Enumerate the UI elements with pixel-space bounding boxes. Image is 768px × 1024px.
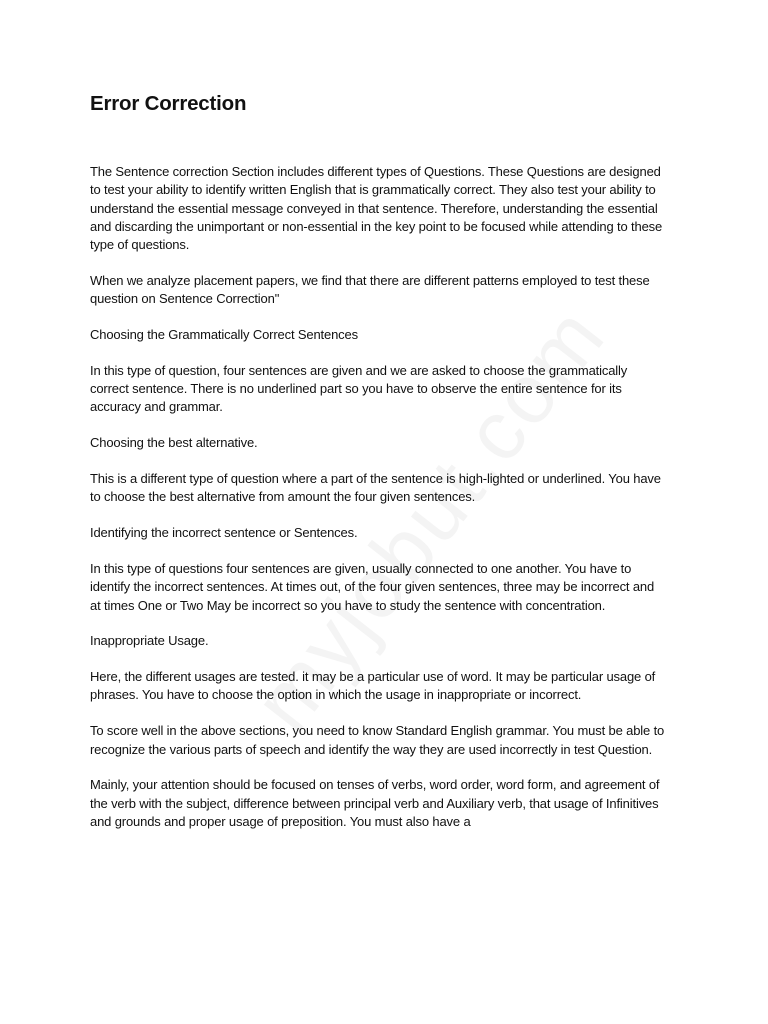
paragraph-attention-focus: Mainly, your attention should be focused on tenses of verbs, word order, word form, and agreement of the verb with the subject, difference between principal verb and Auxiliary verb, that usage of Infinitives and grounds and proper usage of preposition. You must also have a [90,777,660,829]
paragraph-best-alternative: This is a different type of question where a part of the sentence is high-lighted or underlined. You have to choose the best alternative from amount the four given sentences. [90,471,661,505]
section-heading-best-alternative: Choosing the best alternative. [90,435,258,451]
section-heading-grammatically-correct: Choosing the Grammatically Correct Sentences [90,327,358,343]
paragraph-intro: The Sentence correction Section includes different types of Questions. These Questions are designed to test your ability to identify written English that is grammatically correct. They also test your ability to understand the essential message conveyed in that sentence. Therefore, understanding the essential and discarding the unimportant or non-essential in the key point to be focused while attending to these type of questions. [90,164,663,253]
section-heading-inappropriate-usage: Inappropriate Usage. [90,633,209,649]
paragraph-grammatically-correct: In this type of question, four sentences are given and we are asked to choose the grammatically correct sentence. There is no underlined part so you have to observe the entire sentence for its accuracy and grammar. [90,362,628,415]
paragraph-inappropriate-usage: Here, the different usages are tested. it may be a particular use of word. It may be particular usage of phrases. You have to choose the option in which the usage in inappropriate or incorrect. [90,669,656,703]
section-heading-incorrect-sentence: Identifying the incorrect sentence or Sentences. [90,525,358,541]
paragraph-patterns: When we analyze placement papers, we find that there are different patterns employed to test these question on Sentence Correction" [90,272,650,307]
paragraph-score-well: To score well in the above sections, you need to know Standard English grammar. You must be able to recognize the various parts of speech and identify the way they are used incorrectly in test Question. [90,723,665,757]
paragraph-incorrect-sentence: In this type of questions four sentences are given, usually connected to one another. You have to identify the incorrect sentences. At times out, of the four given sentences, three may be incorrect and at times One or Two May be incorrect so you have to study the sentence with concentration. [90,560,655,613]
page-title: Error Correction [90,92,247,115]
